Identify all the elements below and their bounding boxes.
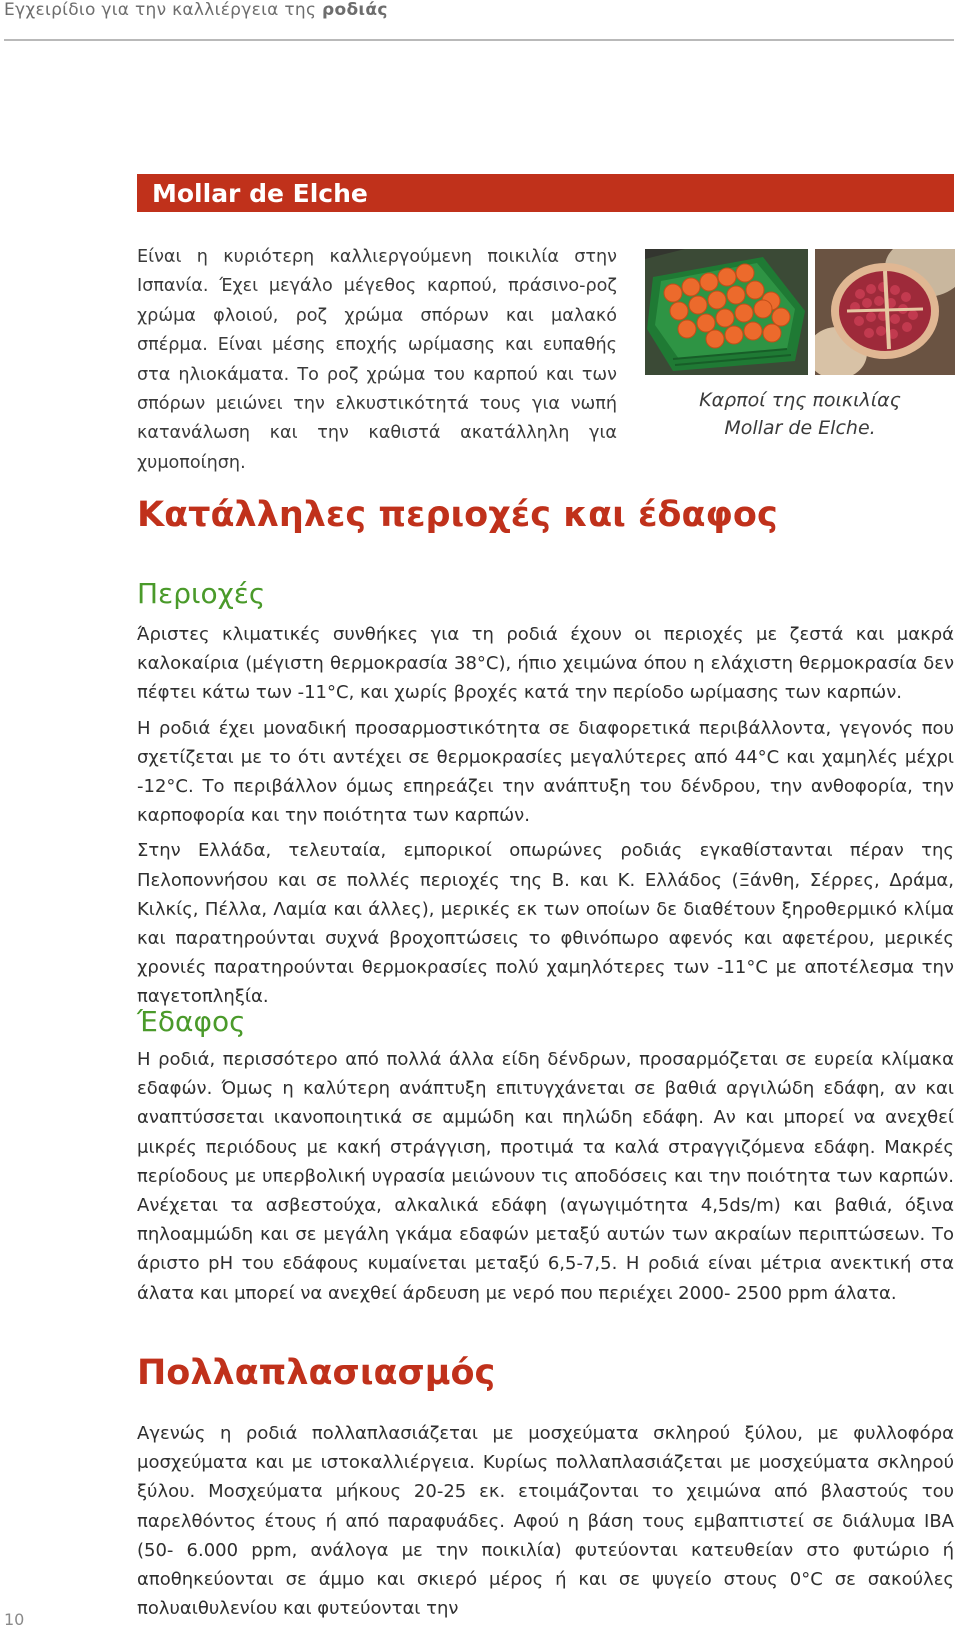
- split-pomegranate-photo: [815, 249, 955, 375]
- photo-caption: [645, 386, 955, 442]
- variety-description: Είναι η κυριότερη καλλιεργούμενη ποικιλία στην Ισπανία. Έχει μεγάλο μέγεθος καρπού, πράσινο-ροζ χρώμα φλοιού, ροζ χρώμα σπόρων και μαλακό σπέρμα. Είναι μέσης εποχής ωρίμασης και ευπαθής στα ηλιοκάματα. Το ροζ χρώμα του καρπού και των σπόρων μειώνει την ελκυστικότητά τους για νωπή κατανάλωση και την καθιστά ακατάλληλη για χυμοποίηση.: [137, 247, 617, 473]
- propagation-heading: Πολλαπλασιασμός: [137, 1353, 496, 1393]
- caption-line-1: Καρποί της ποικιλίας: [699, 389, 901, 411]
- regions-soil-heading: Κατάλληλες περιοχές και έδαφος: [137, 495, 778, 535]
- running-title: Εγχειρίδιο για την καλλιέργεια της: [4, 0, 317, 20]
- regions-text: [137, 620, 954, 1018]
- fruit-crate-photo: [645, 249, 808, 375]
- propagation-text: [137, 1419, 954, 1629]
- running-header: [4, 0, 388, 22]
- running-title-bold: ροδιάς: [322, 0, 388, 20]
- soil-subheading: Έδαφος: [137, 1005, 246, 1038]
- caption-line-2: Mollar de Elche.: [724, 417, 876, 439]
- header-divider: [4, 39, 954, 41]
- propagation-paragraph: Αγενώς η ροδιά πολλαπλασιάζεται με μοσχεύματα σκληρού ξύλου, με φυλλοφόρα μοσχεύματα και με ιστοκαλλιέργεια. Κυρίως πολλαπλασιάζεται με μοσχεύματα σκληρού ξύλου. Μοσχεύματα μήκους 20-25 εκ. ετοιμάζονται το χειμώνα από βλαστούς του παρελθόντος έτους ή από παραφυάδες. Αφού η βάση τους εμβαπτιστεί σε διάλυμα IBA (50- 6.000 ppm, ανάλογα με την ποικιλία) φυτεύονται κατευθείαν στο φυτώριο ή αποθηκεύονται σε άμμο και σκιερό μέρος ή και σε ψυγείο στους 0°C σε σακούλες πολυαιθυλενίου και φυτεύονται την: [137, 1423, 954, 1620]
- variety-title-banner: [137, 174, 954, 212]
- soil-paragraph: Η ροδιά, περισσότερο από πολλά άλλα είδη δένδρων, προσαρμόζεται σε ευρεία κλίμακα εδαφών. Όμως η καλύτερη ανάπτυξη επιτυγχάνεται σε βαθιά αργιλώδη εδάφη, αν και αναπτύσσεται ικανοποιητικά σε αμμώδη και πηλώδη εδάφη. Αν και μπορεί να ανεχθεί μικρές περιόδους με κακή στράγγιση, προτιμά τα καλά στραγγιζόμενα εδάφη. Μακρές περίοδους με υπερβολική υγρασία μειώνουν τις αποδόσεις και την ποιότητα των καρπών. Ανέχεται τα ασβεστούχα, αλκαλικά εδάφη (αγωγιμότητα 4,5ds/m) και βαθιά, όξινα πηλοαμμώδη και σε μεγάλη γκάμα εδαφών μεταξύ αυτών των ακραίων περιπτώσεων. Το άριστο pH του εδάφους κυμαίνεται μεταξύ 6,5-7,5. Η ροδιά είναι μέτρια ανεκτική στα άλατα και μπορεί να ανεχθεί άρδευση με νερό που περιέχει 2000- 2500 ppm άλατα.: [137, 1049, 954, 1304]
- soil-text: [137, 1045, 954, 1314]
- regions-paragraph-2: Η ροδιά έχει μοναδική προσαρμοστικότητα σε διαφορετικά περιβάλλοντα, γεγονός που σχετίζεται με το ότι αντέχει σε θερμοκρασίες μεγαλύτερες από 44°C και χαμηλές μέχρι -12°C. Το περιβάλλον όμως επηρεάζει την ανάπτυξη του δένδρου, την ανθοφορία, την καρποφορία και την ποιότητα των καρπών.: [137, 717, 954, 827]
- regions-paragraph-1: Άριστες κλιματικές συνθήκες για τη ροδιά έχουν οι περιοχές με ζεστά και μακρά καλοκαίρια (μέγιστη θερμοκρασία 38°C), ήπιο χειμώνα όπου η ελάχιστη θερμοκρασία δεν πέφτει κάτω των -11°C, και χωρίς βροχές κατά την περίοδο ωρίμασης των καρπών.: [137, 624, 954, 704]
- regions-subheading: Περιοχές: [137, 577, 266, 610]
- fruit-crate-image: [645, 249, 808, 375]
- page-number: 10: [4, 1610, 25, 1629]
- variety-title: Mollar de Elche: [152, 179, 368, 208]
- split-pomegranate-image: [815, 249, 955, 375]
- regions-paragraph-3: Στην Ελλάδα, τελευταία, εμπορικοί οπωρώνες ροδιάς εγκαθίστανται πέραν της Πελοποννήσου και σε πολλές περιοχές της Β. και Κ. Ελλάδος (Ξάνθη, Σέρρες, Δράμα, Κιλκίς, Πέλλα, Λαμία και άλλες), μερικές εκ των οποίων δε διαθέτουν ξηροθερμικό κλίμα και παρατηρούνται συχνά βροχοπτώσεις το φθινόπωρο αφενός και αφετέρου, μερικές χρονιές παρατηρούνται θερμοκρασίες πολύ χαμηλότερες των -11°C με αποτέλεσμα την παγετοπληξία.: [137, 840, 954, 1008]
